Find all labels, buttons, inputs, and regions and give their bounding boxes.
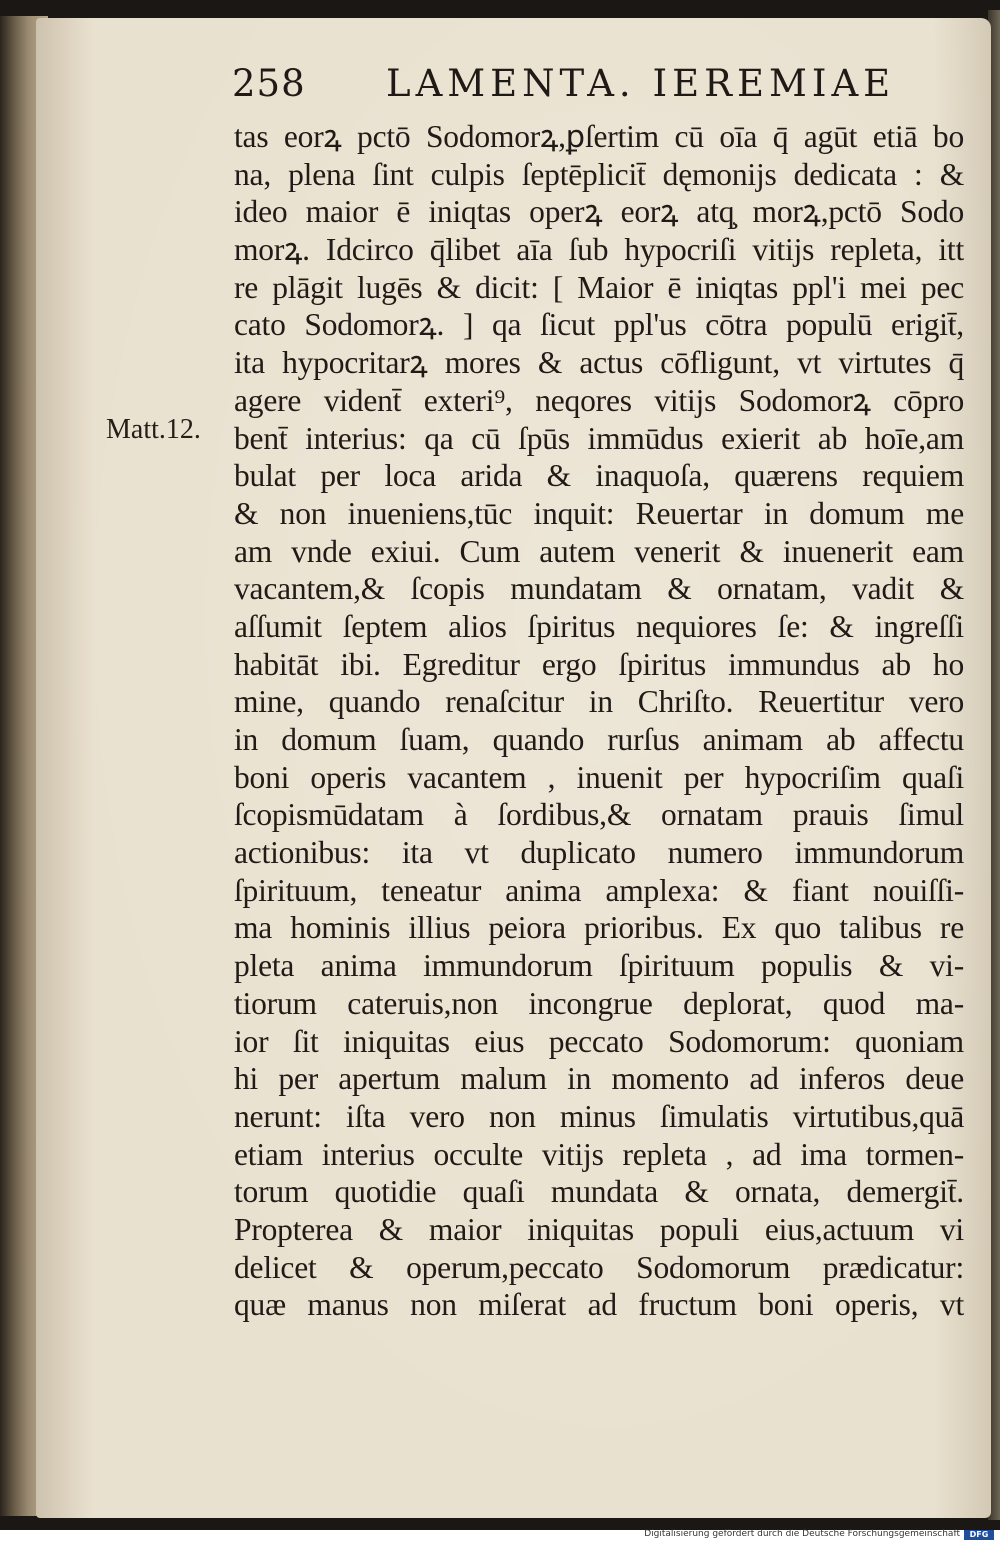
text-line: am vnde exiui. Cum autem venerit & inuenerit eam — [234, 533, 964, 569]
text-line: cato Sodomorꝝ. ] qa ſicut ppl'us cōtra populū erigit̄, — [234, 307, 964, 343]
text-line: & non inueniens,tūc inquit: Reuertar in domum me — [234, 495, 964, 531]
text-line: tas eorꝝ pctō Sodomorꝝ,ꝑſertim cū oīa q̄ agūt etiā bo — [234, 119, 964, 154]
text-line: re plāgit lugēs & dicit: [ Maior ē iniqtas ppl'i mei pec — [234, 269, 964, 305]
text-line: ſcopismūdatam à ſordibus,& ornatam prauis ſimul — [234, 797, 964, 833]
dfg-logo: DFG — [964, 1530, 994, 1540]
text-line: ita hypocritarꝝ mores & actus cōfligunt, vt virtutes q̄ — [234, 345, 964, 381]
running-head — [232, 60, 972, 110]
text-line: in domum ſuam, quando rurſus animam ab affectu — [234, 722, 964, 757]
text-line: ior ſit iniquitas eius peccato Sodomorum: quoniam — [234, 1023, 964, 1059]
text-line: na, plena ſint culpis ſeptēplicit̄ dęmonijs dedicata : & — [234, 156, 964, 192]
text-line: nerunt: iſta vero non minus ſimulatis virtutibus,quā — [234, 1098, 964, 1134]
text-line: ma hominis illius peiora prioribus. Ex quo talibus re — [234, 910, 964, 946]
text-line: etiam interius occulte vitijs repleta , ad ima tormen- — [234, 1136, 964, 1172]
text-line: boni operis vacantem , inuenit per hypocriſim quaſi — [234, 759, 964, 795]
text-line: Propterea & maior iniquitas populi eius,actuum vi — [234, 1211, 964, 1247]
text-line: mine, quando renaſcitur in Chriſto. Reuertitur vero — [234, 684, 964, 720]
text-line: torum quotidie quaſi mundata & ornata, demergit̄. — [234, 1174, 964, 1210]
text-line: vacantem,& ſcopis mundatam & ornatam, vadit & — [234, 571, 964, 607]
text-line: hi per apertum malum in momento ad inferos deue — [234, 1061, 964, 1097]
text-line: bulat per loca arida & inaquoſa, quærens requiem — [234, 458, 964, 494]
text-line: aſſumit ſeptem alios ſpiritus nequiores ſe: & ingreſſi — [234, 608, 964, 644]
text-line: ideo maior ē iniqtas operꝝ eorꝝ atq̧ morꝝ,pctō Sodo — [234, 194, 964, 230]
body-text — [234, 118, 964, 1324]
text-line: tiorum cateruis,non incongrue deplorat, quod ma- — [234, 985, 964, 1021]
text-line: delicet & operum,peccato Sodomorum prædicatur: — [234, 1249, 964, 1285]
text-line: bent̄ interius: qa cū ſpūs immūdus exierit ab hoīe,am — [234, 420, 964, 456]
text-line: pleta anima immundorum ſpirituum populis & vi- — [234, 948, 964, 984]
text-line: habitāt ibi. Egreditur ergo ſpiritus immundus ab ho — [234, 646, 964, 682]
text-line: ſpirituum, teneatur anima amplexa: & fiant nouiſſi- — [234, 872, 964, 908]
text-line: actionibus: ita vt duplicato numero immundorum — [234, 835, 964, 871]
text-line: agere vident̄ exteri⁹, neqores vitijs Sodomorꝝ cōpro — [234, 382, 964, 418]
text-line: morꝝ. Idcirco q̄libet aīa ſub hypocriſi vitijs repleta, itt — [234, 232, 964, 268]
margin-note: Matt.12. — [106, 414, 201, 445]
running-title: LAMENTA. IEREMIAE — [386, 62, 896, 105]
footer-credit: Digitalisierung gefördert durch die Deutsche Forschungsgemeinschaft — [644, 1529, 960, 1539]
page-number: 258 — [232, 62, 306, 105]
text-line: quæ manus non miſerat ad fructum boni operis, vt — [234, 1287, 964, 1323]
